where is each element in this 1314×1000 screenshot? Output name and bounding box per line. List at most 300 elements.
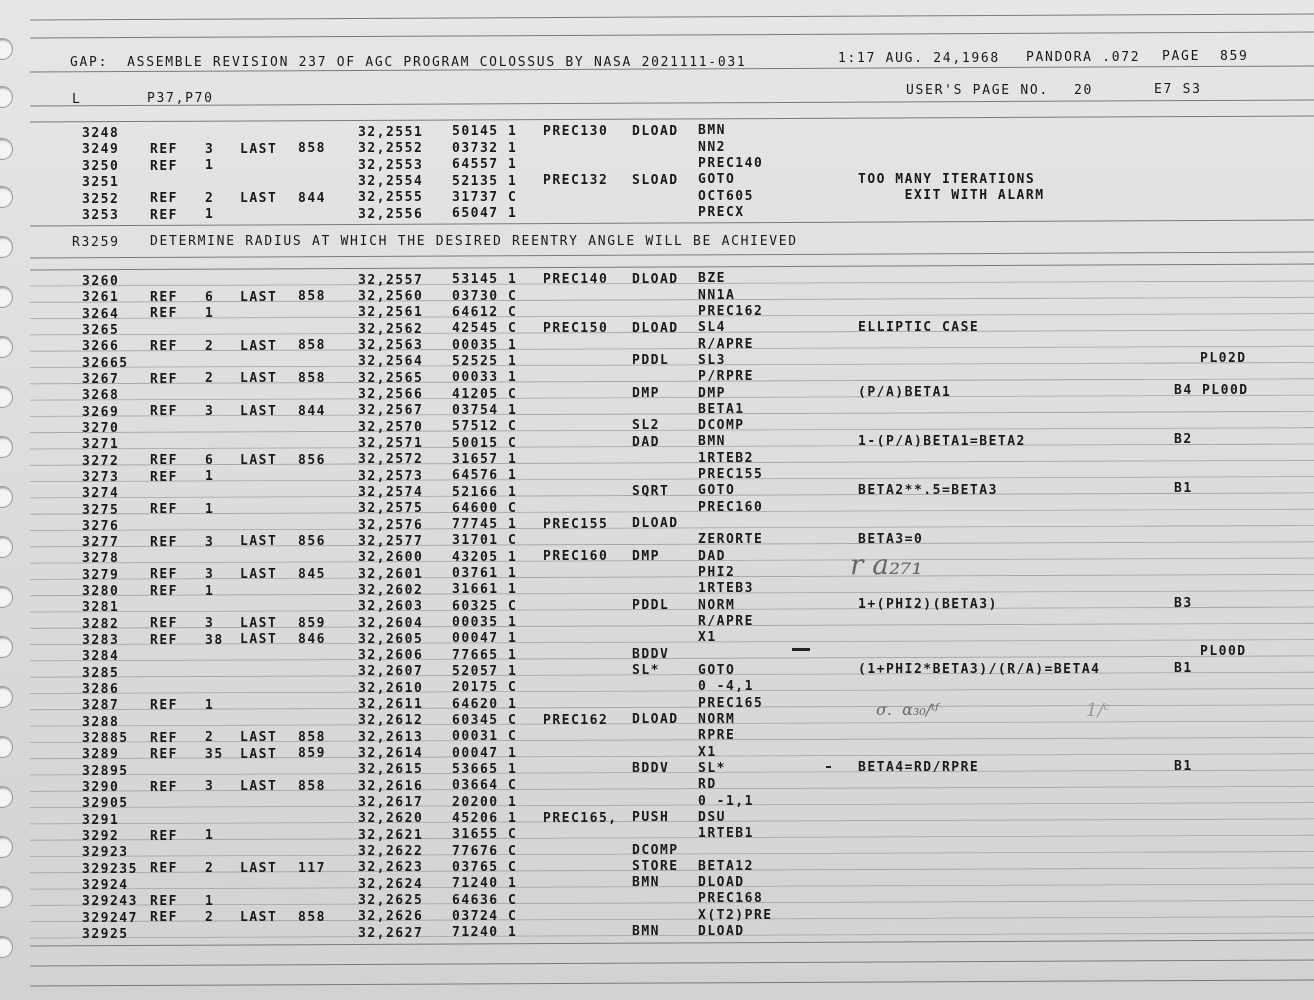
line-number: 3280 xyxy=(82,584,120,600)
octal-word: 77745 1 xyxy=(452,517,518,533)
address: 32,2577 xyxy=(358,533,424,549)
opcode: DLOAD xyxy=(632,516,679,532)
operand: ZERORTE xyxy=(698,532,764,548)
ref-keyword: REF xyxy=(150,632,178,648)
line-number: 32924 xyxy=(82,877,129,893)
header-pandora: PANDORA .072 xyxy=(1026,50,1141,65)
last-page: 846 xyxy=(298,632,326,648)
ref-count: 2 xyxy=(205,338,215,354)
ref-keyword: REF xyxy=(150,730,178,746)
ref-count: 6 xyxy=(205,453,215,468)
last-keyword: LAST xyxy=(240,779,278,795)
octal-word: 42545 C xyxy=(452,321,518,337)
opcode: DAD xyxy=(632,434,660,450)
line-number: 3260 xyxy=(82,274,120,289)
corner-code: E7 S3 xyxy=(1154,82,1202,97)
octal-word: 31661 1 xyxy=(452,582,518,598)
operand: SL* xyxy=(698,760,726,776)
line-number: 32923 xyxy=(82,845,129,861)
address: 32,2622 xyxy=(358,843,424,859)
comment: TOO MANY ITERATIONS xyxy=(858,171,1036,187)
line-number: 3273 xyxy=(82,469,120,485)
line-number: 3275 xyxy=(82,502,120,518)
ref-count: 3 xyxy=(205,616,215,632)
address: 32,2611 xyxy=(358,697,424,713)
last-page: 856 xyxy=(298,452,326,468)
address: 32,2563 xyxy=(358,338,424,353)
ref-keyword: REF xyxy=(150,453,178,469)
opcode: PDDL xyxy=(632,597,670,613)
opcode: SL2 xyxy=(632,418,660,434)
last-keyword: LAST xyxy=(240,860,278,876)
octal-word: 65047 1 xyxy=(452,206,518,222)
operand: NORM xyxy=(698,597,736,613)
last-page: 859 xyxy=(298,746,326,762)
address: 32,2573 xyxy=(358,468,424,484)
ref-keyword: REF xyxy=(150,142,178,158)
line-number: 3252 xyxy=(82,191,120,207)
ref-count: 1 xyxy=(205,828,215,844)
last-keyword: LAST xyxy=(240,616,278,631)
opcode: STORE xyxy=(632,859,679,874)
octal-word: 31657 1 xyxy=(452,451,518,467)
right-annotation: B1 xyxy=(1174,481,1193,497)
last-page: 859 xyxy=(298,615,326,631)
last-page: 858 xyxy=(298,778,326,794)
address: 32,2617 xyxy=(358,795,424,810)
line-number: 329243 xyxy=(82,894,138,910)
line-number: 3261 xyxy=(82,290,120,306)
address: 32,2574 xyxy=(358,484,424,500)
ref-keyword: REF xyxy=(150,567,178,583)
octal-word: 64600 C xyxy=(452,500,518,516)
line-number: 3279 xyxy=(82,567,120,583)
operand: OCT605 xyxy=(698,188,754,204)
ref-keyword: REF xyxy=(150,191,178,207)
address: 32,2562 xyxy=(358,321,424,337)
address: 32,2575 xyxy=(358,501,424,517)
line-number: 32895 xyxy=(82,763,129,779)
operand: BETA12 xyxy=(698,858,754,874)
octal-word: 31655 C xyxy=(452,827,518,843)
line-number: 32885 xyxy=(82,731,129,746)
comment: EXIT WITH ALARM xyxy=(858,188,1045,204)
ref-count: 3 xyxy=(205,404,215,419)
last-keyword: LAST xyxy=(240,534,278,550)
line-number: 3266 xyxy=(82,339,120,355)
last-keyword: LAST xyxy=(240,403,278,419)
octal-word: 64620 1 xyxy=(452,696,518,712)
operand: GOTO xyxy=(698,483,736,499)
header-page-label: PAGE xyxy=(1162,49,1201,64)
operand: SL3 xyxy=(698,352,726,368)
address: 32,2623 xyxy=(358,860,424,876)
line-number: 3287 xyxy=(82,698,120,714)
opcode: BMN xyxy=(632,924,660,940)
remark-line-number: R3259 xyxy=(72,235,120,250)
octal-word: 20200 1 xyxy=(452,794,518,810)
remark-text: DETERMINE RADIUS AT WHICH THE DESIRED REENTRY ANGLE WILL BE ACHIEVED xyxy=(150,234,798,249)
line-number: 329235 xyxy=(82,861,138,877)
line-number: 3292 xyxy=(82,828,120,844)
ref-count: 1 xyxy=(205,469,215,485)
operand: RPRE xyxy=(698,728,736,744)
address: 32,2561 xyxy=(358,305,424,321)
operand: SL4 xyxy=(698,320,726,336)
address: 32,2620 xyxy=(358,811,424,827)
octal-word: 52525 1 xyxy=(452,353,518,369)
operand: PRECX xyxy=(698,205,745,221)
operand: PREC155 xyxy=(698,467,764,483)
line-number: 3286 xyxy=(82,682,120,697)
header-title: GAP: ASSEMBLE REVISION 237 OF AGC PROGRAM COLOSSUS BY NASA 2021111-031 xyxy=(70,55,747,70)
line-number: 3290 xyxy=(82,779,120,795)
ref-keyword: REF xyxy=(150,747,178,762)
ref-count: 2 xyxy=(205,191,215,206)
octal-word: 64612 C xyxy=(452,305,518,320)
users-page-label: USER'S PAGE NO. xyxy=(906,83,1049,98)
opcode: SQRT xyxy=(632,483,670,499)
line-number: 3265 xyxy=(82,323,120,338)
ref-count: 38 xyxy=(205,632,224,648)
octal-word: 77676 C xyxy=(452,843,518,859)
ref-keyword: REF xyxy=(150,290,178,305)
line-number: 3270 xyxy=(82,420,120,436)
octal-word: 00047 1 xyxy=(452,631,518,647)
address: 32,2625 xyxy=(358,892,424,908)
address: 32,2601 xyxy=(358,566,424,582)
operand: PREC168 xyxy=(698,891,764,907)
address: 32,2572 xyxy=(358,452,424,468)
ref-count: 1 xyxy=(205,893,215,909)
address: 32,2604 xyxy=(358,615,424,631)
opcode: DCOMP xyxy=(632,842,679,858)
line-number: 3288 xyxy=(82,714,120,730)
octal-word: 52135 1 xyxy=(452,173,518,189)
line-number: 3249 xyxy=(82,142,120,158)
comment: (P/A)BETA1 xyxy=(858,384,952,400)
ref-count: 2 xyxy=(205,730,215,746)
octal-word: 50015 C xyxy=(452,435,518,451)
operand: DAD xyxy=(698,548,726,564)
octal-word: 00047 1 xyxy=(452,745,518,761)
right-annotation: PL00D xyxy=(1200,644,1247,660)
line-number: 3253 xyxy=(82,208,120,223)
address: 32,2560 xyxy=(358,289,424,305)
line-number: 3289 xyxy=(82,747,120,763)
line-number: 3285 xyxy=(82,665,120,681)
ref-keyword: REF xyxy=(150,534,178,550)
last-keyword: LAST xyxy=(240,730,278,746)
ref-keyword: REF xyxy=(150,616,178,632)
ref-count: 1 xyxy=(205,306,215,322)
ref-keyword: REF xyxy=(150,158,178,174)
right-annotation: B3 xyxy=(1174,595,1193,611)
ref-keyword: REF xyxy=(150,779,178,795)
ref-count: 1 xyxy=(205,158,215,174)
opcode: DLOAD xyxy=(632,123,679,139)
address: 32,2567 xyxy=(358,403,424,419)
opcode: PUSH xyxy=(632,810,670,826)
address: 32,2610 xyxy=(358,680,424,696)
ref-keyword: REF xyxy=(150,502,178,518)
label: PREC150 xyxy=(543,320,609,336)
operand: R/APRE xyxy=(698,613,754,629)
address: 32,2612 xyxy=(358,713,424,729)
operand: BMN xyxy=(698,434,726,450)
octal-word: 53665 1 xyxy=(452,761,518,777)
right-annotation: B1 xyxy=(1174,660,1193,676)
operand: GOTO xyxy=(698,662,736,678)
opcode: DMP xyxy=(632,385,660,401)
ref-keyword: REF xyxy=(150,893,178,909)
comment: BETA4=RD/RPRE xyxy=(858,760,980,776)
octal-word: 31737 C xyxy=(452,189,518,205)
address: 32,2552 xyxy=(358,141,424,157)
ref-count: 2 xyxy=(205,371,215,387)
ref-count: 1 xyxy=(205,583,215,599)
right-annotation: B2 xyxy=(1174,432,1193,448)
line-number: 3264 xyxy=(82,306,120,322)
line-number: 3251 xyxy=(82,175,120,191)
operand: NN1A xyxy=(698,287,736,303)
operand: RD xyxy=(698,777,717,793)
last-page: 845 xyxy=(298,566,326,582)
operand: 0 -4,1 xyxy=(698,679,754,695)
line-number: 32665 xyxy=(82,355,129,371)
operand: X1 xyxy=(698,630,717,646)
opcode: SLOAD xyxy=(632,172,679,188)
address: 32,2571 xyxy=(358,435,424,451)
address: 32,2626 xyxy=(358,909,424,925)
operand: X1 xyxy=(698,744,717,760)
line-number: 32905 xyxy=(82,796,129,812)
octal-word: 03754 1 xyxy=(452,402,518,418)
octal-word: 31701 C xyxy=(452,533,518,549)
operand: PREC162 xyxy=(698,303,764,319)
line-number: 3276 xyxy=(82,518,120,534)
ref-keyword: REF xyxy=(150,339,178,354)
opcode: BDDV xyxy=(632,761,670,777)
operand: BETA1 xyxy=(698,401,745,417)
address: 32,2603 xyxy=(358,599,424,615)
last-page: 844 xyxy=(298,190,326,206)
operand: 1RTEB2 xyxy=(698,450,754,466)
operand: PREC160 xyxy=(698,499,764,515)
octal-word: 60345 C xyxy=(452,713,518,728)
octal-word: 03730 C xyxy=(452,288,518,304)
operand: X(T2)PRE xyxy=(698,907,773,923)
line-number: 3248 xyxy=(82,126,120,141)
last-page: 858 xyxy=(298,909,326,925)
operand: 1RTEB3 xyxy=(698,581,754,597)
ref-count: 1 xyxy=(205,501,215,517)
opcode: SL* xyxy=(632,663,660,679)
octal-word: 41205 C xyxy=(452,386,518,402)
label: PREC155 xyxy=(543,516,609,532)
line-number: 3283 xyxy=(82,633,120,648)
octal-word: 64576 1 xyxy=(452,468,518,484)
last-keyword: LAST xyxy=(240,632,278,648)
address: 32,2566 xyxy=(358,387,424,402)
header-timestamp: 1:17 AUG. 24,1968 xyxy=(838,51,1000,66)
operand: DLOAD xyxy=(698,924,745,939)
ref-count: 3 xyxy=(205,141,215,157)
label: PREC130 xyxy=(543,123,609,139)
octal-word: 20175 C xyxy=(452,680,518,696)
line-number: 3271 xyxy=(82,437,120,453)
address: 32,2557 xyxy=(358,272,424,288)
right-annotation: B4 PL00D xyxy=(1174,383,1249,399)
address: 32,2607 xyxy=(358,664,424,680)
opcode: DLOAD xyxy=(632,712,679,728)
operand: 0 -1,1 xyxy=(698,793,754,809)
line-number: 3278 xyxy=(82,551,120,567)
ref-keyword: REF xyxy=(150,306,178,322)
ref-count: 35 xyxy=(205,746,224,762)
octal-word: 77665 1 xyxy=(452,647,518,663)
handwritten-note: σ. α₃₀/ᵗᶠ xyxy=(876,700,939,719)
header-page-number: 859 xyxy=(1220,49,1249,64)
comment: 1+(PHI2)(BETA3) xyxy=(858,596,998,612)
operand: NORM xyxy=(698,711,736,727)
handwritten-note: r a₂₇₁ xyxy=(850,548,923,581)
octal-word: 03761 1 xyxy=(452,566,518,582)
address: 32,2551 xyxy=(358,124,424,140)
ref-count: 1 xyxy=(205,697,215,713)
octal-word: 57512 C xyxy=(452,419,518,435)
ref-keyword: REF xyxy=(150,910,178,926)
opcode: DLOAD xyxy=(632,271,679,287)
ref-keyword: REF xyxy=(150,404,178,420)
last-keyword: LAST xyxy=(240,289,278,305)
label: PREC132 xyxy=(543,173,609,189)
octal-word: 52166 1 xyxy=(452,484,518,500)
last-keyword: LAST xyxy=(240,371,278,387)
line-number: 3274 xyxy=(82,486,120,502)
address: 32,2565 xyxy=(358,370,424,386)
operand: PREC140 xyxy=(698,156,764,171)
line-number: 3250 xyxy=(82,158,120,174)
address: 32,2614 xyxy=(358,746,424,761)
last-page: 858 xyxy=(298,141,326,157)
right-annotation: PL02D xyxy=(1200,350,1247,366)
address: 32,2627 xyxy=(358,925,424,941)
octal-word: 50145 1 xyxy=(452,124,518,140)
octal-word: 64636 C xyxy=(452,892,518,908)
ref-keyword: REF xyxy=(150,828,178,844)
octal-word: 53145 1 xyxy=(452,272,518,288)
octal-word: 00031 C xyxy=(452,729,518,745)
opcode: BMN xyxy=(632,875,660,891)
last-keyword: LAST xyxy=(240,141,278,157)
section-name: P37,P70 xyxy=(147,91,214,106)
opcode: DLOAD xyxy=(632,320,679,336)
address: 32,2600 xyxy=(358,550,424,566)
comment: (1+PHI2*BETA3)/(R/A)=BETA4 xyxy=(858,662,1101,678)
comment: ELLIPTIC CASE xyxy=(858,319,980,335)
label: PREC165, xyxy=(543,810,618,826)
octal-word: 60325 C xyxy=(452,598,518,614)
operand: NN2 xyxy=(698,139,726,155)
ref-keyword: REF xyxy=(150,469,178,485)
comment: 1-(P/A)BETA1=BETA2 xyxy=(858,433,1026,449)
octal-word: 03724 C xyxy=(452,908,518,924)
operand: BMN xyxy=(698,123,726,139)
address: 32,2613 xyxy=(358,729,424,745)
octal-word: 03732 1 xyxy=(452,140,518,156)
line-number: 3277 xyxy=(82,535,120,551)
octal-word: 00035 1 xyxy=(452,337,518,353)
last-page: 858 xyxy=(298,730,326,745)
address: 32,2554 xyxy=(358,173,424,189)
users-page-number: 20 xyxy=(1074,83,1094,98)
line-number: 3272 xyxy=(82,453,120,469)
right-annotation: B1 xyxy=(1174,758,1193,774)
address: 32,2576 xyxy=(358,517,424,533)
line-number: 3269 xyxy=(82,404,120,420)
operand: DLOAD xyxy=(698,875,745,891)
label: PREC160 xyxy=(543,549,609,565)
octal-word: 52057 1 xyxy=(452,664,518,679)
octal-word: 64557 1 xyxy=(452,157,518,173)
address: 32,2624 xyxy=(358,876,424,892)
ref-keyword: REF xyxy=(150,698,178,713)
operand: DCOMP xyxy=(698,418,745,434)
line-number: 329247 xyxy=(82,910,138,926)
label: PREC162 xyxy=(543,712,609,728)
operand: R/APRE xyxy=(698,336,754,352)
address: 32,2615 xyxy=(358,762,424,778)
line-number: 32925 xyxy=(82,926,129,942)
octal-word: 71240 1 xyxy=(452,876,518,892)
last-keyword: LAST xyxy=(240,338,278,354)
operand: 1RTEB1 xyxy=(698,826,754,842)
comment: BETA3=0 xyxy=(858,531,924,547)
line-number: 3291 xyxy=(82,812,120,828)
ref-keyword: REF xyxy=(150,583,178,599)
ref-count: 2 xyxy=(205,909,215,925)
ref-count: 3 xyxy=(205,567,215,583)
address: 32,2553 xyxy=(358,157,424,173)
last-keyword: LAST xyxy=(240,452,278,468)
octal-word: 43205 1 xyxy=(452,549,518,565)
operand: GOTO xyxy=(698,172,736,188)
operand: PHI2 xyxy=(698,565,736,580)
last-keyword: LAST xyxy=(240,567,278,582)
left-code: L xyxy=(72,92,82,107)
ref-count: 6 xyxy=(205,289,215,305)
address: 32,2602 xyxy=(358,582,424,598)
line-number: 3282 xyxy=(82,616,120,632)
last-page: 844 xyxy=(298,403,326,419)
address: 32,2605 xyxy=(358,631,424,647)
opcode: BDDV xyxy=(632,646,670,662)
ref-count: 2 xyxy=(205,861,215,876)
octal-word: 71240 1 xyxy=(452,925,518,941)
address: 32,2555 xyxy=(358,190,424,206)
last-page: 858 xyxy=(298,370,326,386)
address: 32,2564 xyxy=(358,354,424,370)
octal-word: 00033 1 xyxy=(452,370,518,386)
octal-word: 45206 1 xyxy=(452,810,518,826)
ref-keyword: REF xyxy=(150,861,178,877)
last-page: 117 xyxy=(298,860,326,876)
ref-keyword: REF xyxy=(150,371,178,387)
last-page: 858 xyxy=(298,338,326,354)
last-keyword: LAST xyxy=(240,746,278,762)
address: 32,2621 xyxy=(358,827,424,843)
